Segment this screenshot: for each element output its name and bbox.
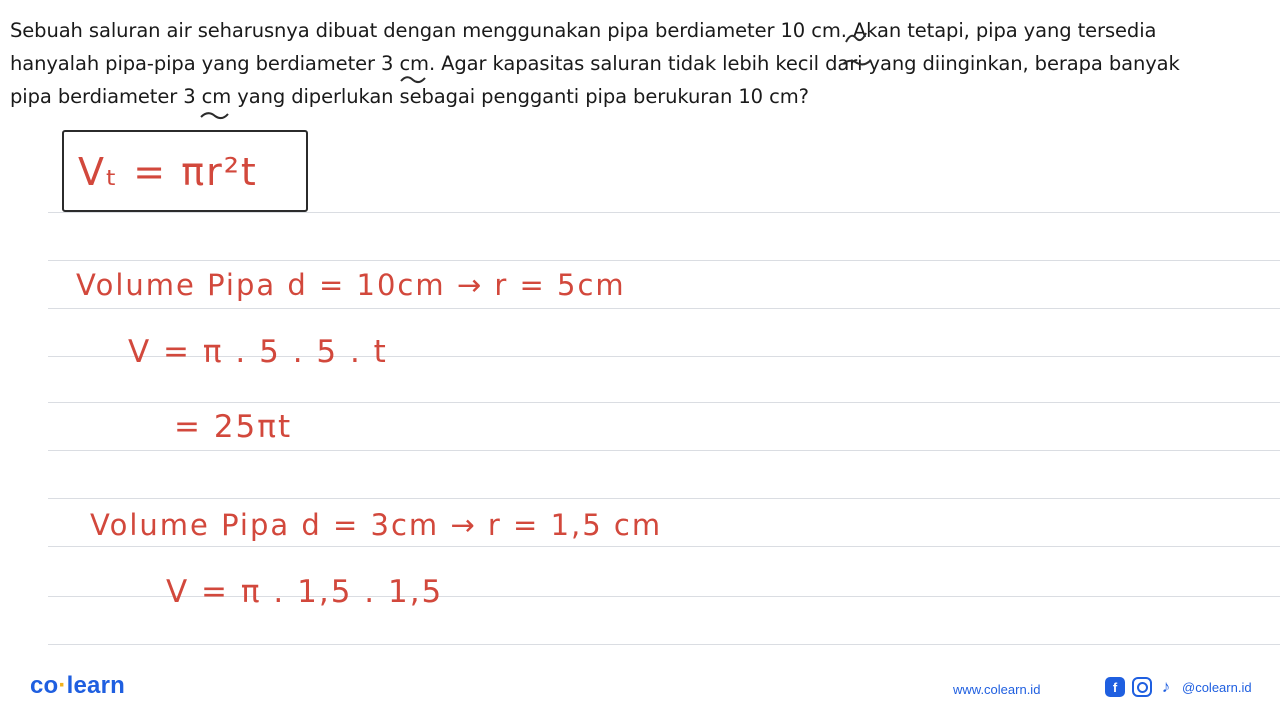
brand-dot: ·: [58, 672, 67, 699]
tiktok-icon[interactable]: ♪: [1161, 677, 1171, 696]
question-line-1: Sebuah saluran air seharusnya dibuat dengan menggunakan pipa berdiameter 10 cm. Akan tetapi, pipa yang tersedia: [10, 19, 1157, 42]
brand-right: learn: [66, 672, 125, 699]
handwriting-line-4: Volume Pipa d = 3cm → r = 1,5 cm: [90, 508, 663, 542]
ruled-line: [48, 308, 1280, 309]
ruled-line: [48, 498, 1280, 499]
highlight-squiggle-kecil: [840, 55, 874, 69]
question-text: [10, 14, 1270, 113]
ruled-line: [48, 212, 1280, 213]
social-handle: @colearn.id: [1182, 679, 1252, 695]
ruled-line: [48, 260, 1280, 261]
instagram-icon[interactable]: [1132, 677, 1152, 697]
facebook-icon[interactable]: f: [1105, 677, 1125, 697]
handwriting-line-2: V = π . 5 . 5 . t: [128, 334, 388, 370]
brand-left: co: [30, 672, 59, 699]
formula-volume-cylinder: Vₜ = πr²t: [78, 150, 258, 194]
ruled-line: [48, 402, 1280, 403]
ruled-line: [48, 450, 1280, 451]
question-line-3: pipa berdiameter 3 cm yang diperlukan sebagai pengganti pipa berukuran 10 cm?: [10, 85, 809, 108]
highlight-squiggle-3cm: [398, 72, 428, 86]
social-links: [1105, 677, 1252, 697]
website-link[interactable]: www.colearn.id: [953, 682, 1041, 697]
footer: [0, 660, 1280, 720]
highlight-squiggle-3cm-2: [198, 108, 230, 122]
handwriting-line-5: V = π . 1,5 . 1,5: [166, 574, 444, 610]
formula-box: [62, 130, 308, 212]
ruled-line: [48, 546, 1280, 547]
highlight-squiggle-10cm: [843, 28, 869, 46]
ruled-line: [48, 644, 1280, 645]
question-line-2: hanyalah pipa-pipa yang berdiameter 3 cm. Agar kapasitas saluran tidak lebih kecil dari yang diinginkan, berapa banyak: [10, 52, 1180, 75]
handwriting-line-1: Volume Pipa d = 10cm → r = 5cm: [76, 268, 626, 302]
colearn-logo[interactable]: [30, 672, 125, 700]
handwriting-line-3: = 25πt: [174, 409, 293, 445]
